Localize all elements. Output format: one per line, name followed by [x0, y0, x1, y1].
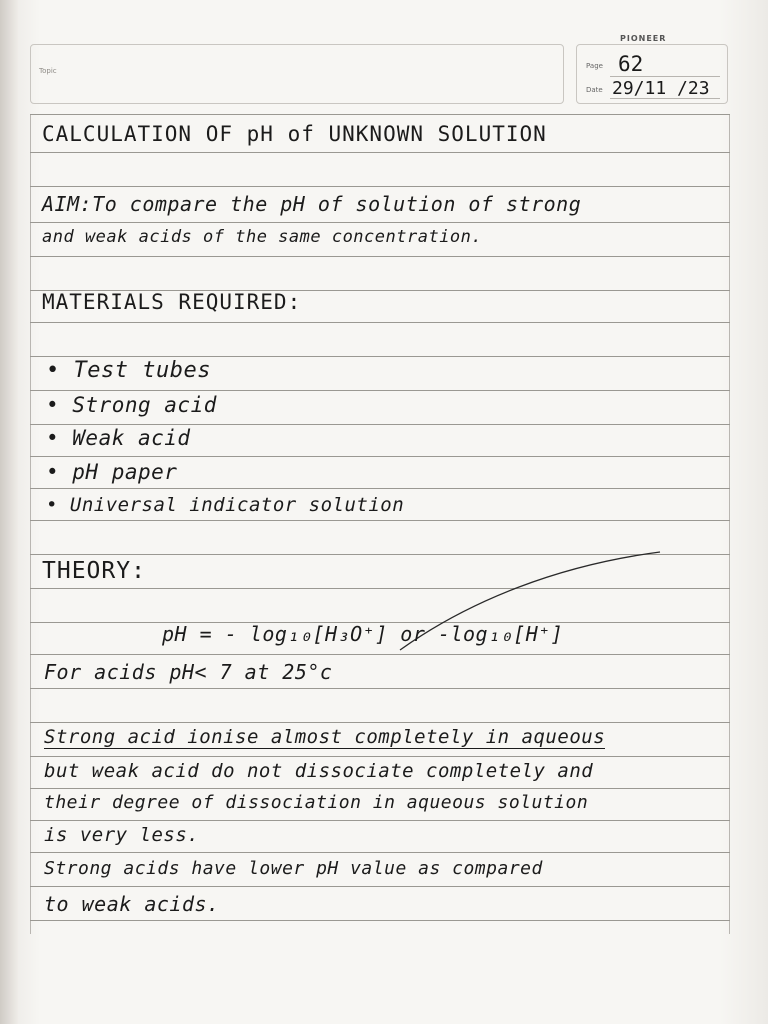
aim-line-2: and weak acids of the same concentration.: [42, 227, 483, 247]
page-label: Page: [586, 62, 603, 70]
material-item: • Strong acid: [46, 393, 217, 417]
material-item: • Universal indicator solution: [46, 494, 405, 516]
material-item: • Weak acid: [46, 426, 191, 450]
theory-paragraph-line: Strong acid ionise almost completely in aqueous: [44, 726, 606, 748]
aim-line-1: AIM:To compare the pH of solution of strong: [42, 192, 582, 216]
theory-heading: THEORY:: [42, 558, 146, 584]
theory-paragraph-line: to weak acids.: [44, 892, 220, 916]
brand-logo-text: PIONEER: [620, 34, 667, 43]
page-title: CALCULATION OF pH of UNKNOWN SOLUTION: [42, 122, 547, 146]
theory-paragraph-line: Strong acids have lower pH value as compared: [44, 858, 543, 879]
materials-heading: MATERIALS REQUIRED:: [42, 290, 302, 314]
date-value: 29/11 /23: [612, 78, 710, 99]
acids-ph-note: For acids pH< 7 at 25°c: [44, 660, 333, 684]
theory-paragraph-line: is very less.: [44, 824, 200, 846]
theory-paragraph-line: but weak acid do not dissociate completely and: [44, 760, 594, 782]
theory-paragraph-line: their degree of dissociation in aqueous solution: [44, 792, 589, 813]
material-item: • Test tubes: [46, 358, 211, 383]
page-number: 62: [618, 52, 644, 76]
ph-formula: pH = - log₁₀[H₃O⁺] or -log₁₀[H⁺]: [162, 622, 564, 646]
topic-label: Topic: [39, 67, 57, 75]
date-label: Date: [586, 86, 603, 94]
material-item: • pH paper: [46, 460, 178, 484]
